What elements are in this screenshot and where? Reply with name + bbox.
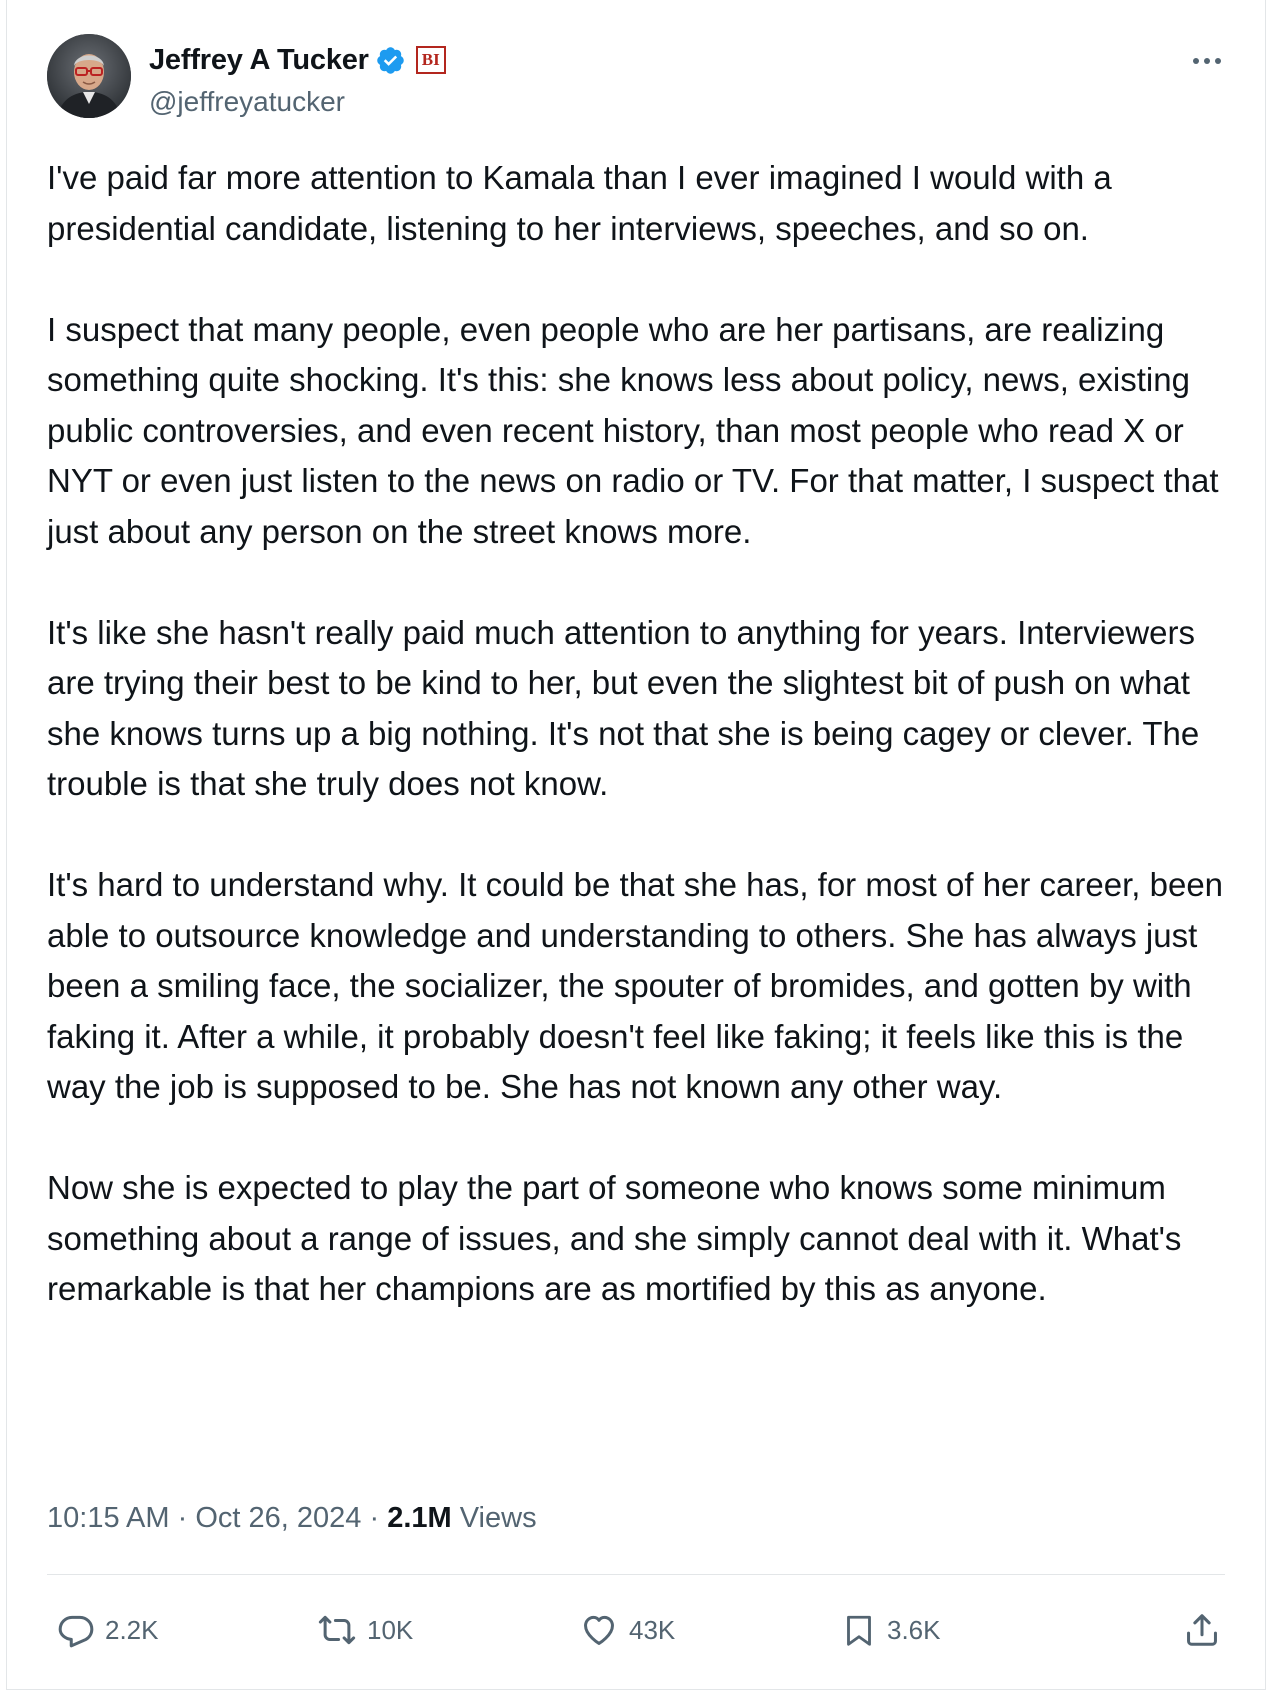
tweet-date[interactable]: Oct 26, 2024 [195, 1502, 362, 1534]
author-info [149, 40, 446, 118]
meta-separator: · [369, 1502, 380, 1534]
like-button[interactable] [579, 1600, 675, 1660]
verified-badge-icon[interactable] [375, 45, 406, 76]
name-row [149, 40, 446, 80]
tweet-paragraph: It's like she hasn't really paid much attention to anything for years. Interviewers are trying their best to be kind to her, but even the slightest bit of push on what she knows turns up a big nothing. It's not that she is being cagey or clever. The trouble is that she truly does not know. [47, 613, 1200, 802]
author-handle[interactable]: @jeffreyatucker [149, 86, 345, 117]
tweet-card [6, 0, 1266, 1690]
tweet-paragraph: I suspect that many people, even people who are her partisans, are realizing something quite shocking. It's this: she knows less about policy, news, existing public controversies, and even recent history, than most people who read X or NYT or even just listen to the news on radio or TV. For that matter, I suspect that just about any person on the street knows more. [47, 310, 1219, 550]
tweet-text [47, 153, 1247, 1365]
bookmark-icon [841, 1610, 877, 1650]
reply-bubble-icon [57, 1611, 95, 1649]
tweet-paragraph: It's hard to understand why. It could be that she has, for most of her career, been able to outsource knowledge and understanding to others. She has always just been a smiling face, the socializer, the spouter of bromides, and gotten by with faking it. After a while, it probably doesn't feel like faking; it feels like this is the way the job is supposed to be. She has not known any other way. [47, 866, 1224, 1105]
repost-button[interactable] [317, 1600, 413, 1660]
tweet-paragraph: Now she is expected to play the part of someone who knows some minimum something about a range of issues, and she simply cannot deal with it. What's remarkable is that her champions are as mortified by this as anyone. [47, 1169, 1182, 1307]
avatar-image [47, 34, 131, 118]
tweet-meta [47, 1502, 537, 1535]
avatar[interactable] [47, 34, 131, 118]
heart-icon [579, 1611, 619, 1649]
bookmark-count: 3.6K [887, 1614, 941, 1645]
divider [47, 1574, 1225, 1575]
like-count: 43K [629, 1614, 676, 1645]
action-bar [47, 1600, 1225, 1660]
tweet-time[interactable]: 10:15 AM [47, 1502, 170, 1534]
author-display-name[interactable]: Jeffrey A Tucker [149, 43, 369, 76]
meta-separator: · [177, 1502, 188, 1534]
reply-count: 2.2K [105, 1614, 159, 1645]
more-horizontal-icon[interactable] [1189, 46, 1225, 76]
reply-button[interactable] [57, 1600, 159, 1660]
views-label: Views [459, 1502, 537, 1534]
views-count: 2.1M [387, 1502, 452, 1534]
tweet-paragraph: I've paid far more attention to Kamala than I ever imagined I would with a presidential candidate, listening to her interviews, speeches, and so on. [47, 159, 1112, 247]
share-upload-icon [1183, 1611, 1221, 1649]
tweet-header [47, 34, 1225, 124]
repost-icon [317, 1611, 357, 1649]
share-button[interactable] [1183, 1600, 1221, 1660]
affiliate-badge[interactable]: BI [416, 46, 446, 74]
bookmark-button[interactable] [841, 1600, 941, 1660]
repost-count: 10K [367, 1614, 414, 1645]
